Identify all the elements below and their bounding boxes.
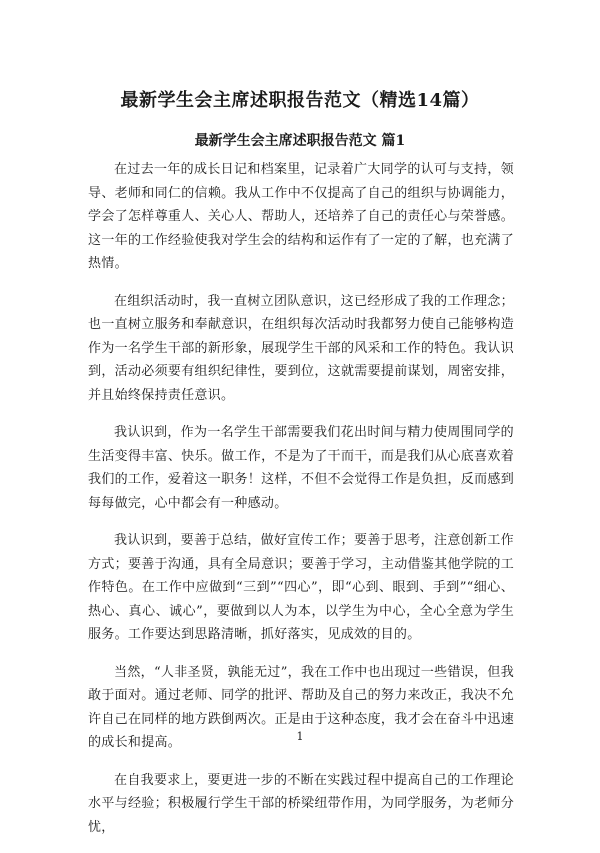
- paragraph: 在过去一年的成长日记和档案里，记录着广大同学的认可与支持，领导、老师和同仁的信赖。我从工作中不仅提高了自己的组织与协调能力，学会了怎样尊重人、关心人、帮助人，还培养了自己的责任心与荣誉感。这一年的工作经验使我对学生会的结构和运作有了一定的了解，也充满了热情。: [88, 162, 514, 271]
- page-number: 1: [296, 730, 304, 743]
- paragraph: 我认识到，作为一名学生干部需要我们花出时间与精力使周围同学的生活变得丰富、快乐。做工作，不是为了干而干，而是我们从心底喜欢着我们的工作，爱着这一职务！这样，不但不会觉得工作是负担，反而感到每每做完，心中都会有一种感动。: [88, 425, 514, 511]
- paragraph: 在组织活动时，我一直树立团队意识，这已经形成了我的工作理念；也一直树立服务和奉献意识，在组织每次活动时我都努力使自己能够构造作为一名学生干部的新形象，展现学生干部的风采和工作的特色。我认识到，活动必须要有组织纪律性，要到位，这就需要提前谋划，周密安排，并且始终保持责任意识。: [88, 293, 514, 403]
- document-body: [88, 158, 514, 853]
- paragraph: 当然，“人非圣贤，孰能无过”，我在工作中也出现过一些错误，但我敢于面对。通过老师、同学的批评、帮助及自己的努力来改正，我决不允许自己在同样的地方跌倒两次。正是由于这种态度，我才会在奋斗中迅速的成长和提高。: [88, 664, 514, 750]
- section-title: 最新学生会主席述职报告范文 篇1: [194, 133, 406, 149]
- document-title: 最新学生会主席述职报告范文（精选14篇）: [120, 90, 480, 111]
- paragraph: 我认识到，要善于总结，做好宣传工作；要善于思考，注意创新工作方式；要善于沟通，具有全局意识；要善于学习，主动借鉴其他学院的工作特色。在工作中应做到“三到”“四心”，即“心到、眼到、手到”“细心、热心、真心、诚心”，要做到以人为本，以学生为中心，全心全意为学生服务。工作要达到思路清晰，抓好落实，见成效的目的。: [88, 533, 514, 642]
- paragraph: 在自我要求上，要更进一步的不断在实践过程中提高自己的工作理论水平与经验；积极履行学生干部的桥梁纽带作用，为同学服务，为老师分忧，: [88, 772, 514, 835]
